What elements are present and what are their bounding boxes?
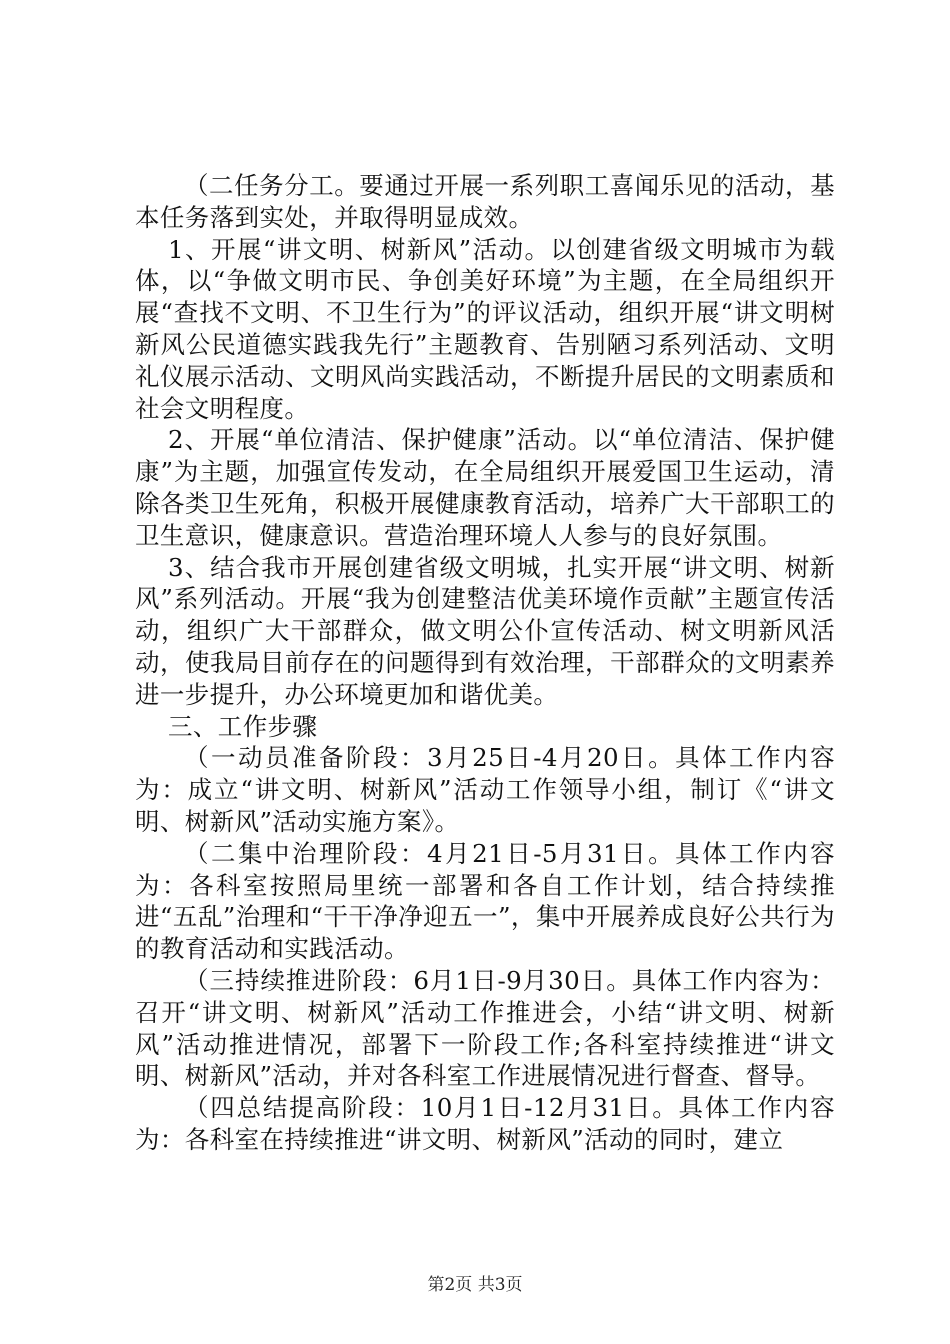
paragraph-stage-3: （三持续推进阶段：6月1日-9月30日。具体工作内容为：召开“讲文明、树新风”活动工作推进会，小结“讲文明、树新风”活动推进情况，部署下一阶段工作;各科室持续推进“讲文明、树新风”活动，并对各科室工作进展情况进行督查、督导。 xyxy=(135,965,835,1091)
section-heading-work-steps: 三、工作步骤 xyxy=(168,711,318,741)
document-body xyxy=(135,170,835,1156)
paragraph-item-3: 3、结合我市开展创建省级文明城，扎实开展“讲文明、树新风”系列活动。开展“我为创建整洁优美环境作贡献”主题宣传活动，组织广大干部群众，做文明公仆宣传活动、树文明新风活动，使我局目前存在的问题得到有效治理，干部群众的文明素养进一步提升，办公环境更加和谐优美。 xyxy=(135,552,835,709)
paragraph-item-1: 1、开展“讲文明、树新风”活动。以创建省级文明城市为载体，以“争做文明市民、争创美好环境”为主题，在全局组织开展“查找不文明、不卫生行为”的评议活动，组织开展“讲文明树新风公民道德实践我先行”主题教育、告别陋习系列活动、文明礼仪展示活动、文明风尚实践活动，不断提升居民的文明素质和社会文明程度。 xyxy=(135,234,835,423)
paragraph-task-division: （二任务分工。要通过开展一系列职工喜闻乐见的活动，基本任务落到实处，并取得明显成效。 xyxy=(135,171,835,232)
paragraph-stage-4: （四总结提高阶段：10月1日-12月31日。具体工作内容为：各科室在持续推进“讲文明、树新风”活动的同时，建立 xyxy=(135,1093,835,1154)
paragraph-stage-1: （一动员准备阶段：3月25日-4月20日。具体工作内容为：成立“讲文明、树新风”活动工作领导小组，制订《“讲文明、树新风”活动实施方案》。 xyxy=(135,743,835,836)
paragraph-stage-2: （二集中治理阶段：4月21日-5月31日。具体工作内容为：各科室按照局里统一部署和各自工作计划，结合持续推进“五乱”治理和“干干净净迎五一”，集中开展养成良好公共行为的教育活动和实践活动。 xyxy=(135,838,835,964)
paragraph-item-2: 2、开展“单位清洁、保护健康”活动。以“单位清洁、保护健康”为主题，加强宣传发动，在全局组织开展爱国卫生运动，清除各类卫生死角，积极开展健康教育活动，培养广大干部职工的卫生意识，健康意识。营造治理环境人人参与的良好氛围。 xyxy=(135,425,835,550)
page-footer: 第2页 共3页 xyxy=(427,1275,523,1295)
